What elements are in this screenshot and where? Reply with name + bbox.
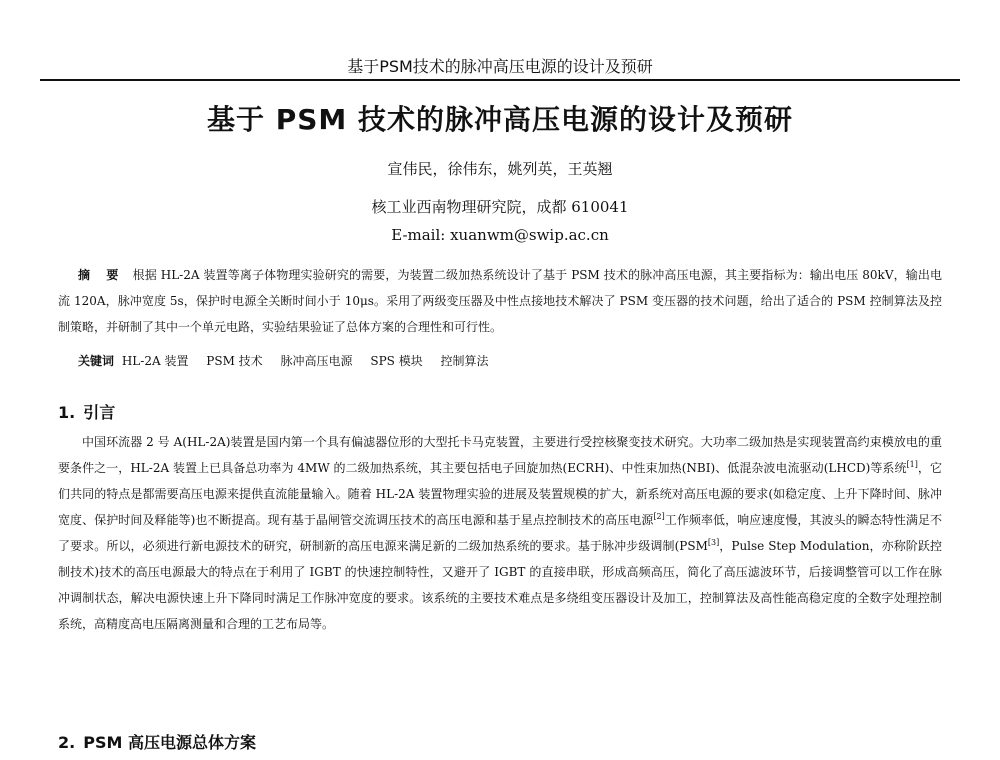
- paragraph-text: 工作频率低，响应速度慢，其波头的瞬态特性满足不了要求。所以，必须进行新电源技术的研究，研制新的高压电源来满足新的二级加热系统的要求。基于脉冲步级调制(PSM: [58, 513, 942, 553]
- keywords-label: 关键词: [78, 354, 115, 368]
- keyword-item: PSM 技术: [206, 354, 263, 368]
- section-title: 引言: [83, 403, 116, 422]
- citation-3: [3]: [707, 538, 720, 547]
- paragraph-text: ，它们共同的特点是都需要高压电源来提供直流能量输入。随着 HL-2A 装置物理实验的进展及装置规模的扩大，新系统对高压电源的要求(如稳定度、上升下降时间、脉冲宽度、保护时间及释能等)也不断提高。现有基于晶闸管交流调压技术的高压电源和基于星点控制技术的高压电源: [58, 461, 942, 527]
- keyword-item: 控制算法: [440, 354, 489, 368]
- keywords: [78, 352, 942, 369]
- running-header: 基于PSM技术的脉冲高压电源的设计及预研: [347, 57, 653, 76]
- paragraph-text: 中国环流器 2 号 A(HL-2A)装置是国内第一个具有偏滤器位形的大型托卡马克装置，主要进行受控核聚变技术研究。大功率二级加热是实现装置高约束模放电的重要条件之一，HL-2A 装置上已具备总功率为 4MW 的二级加热系统，其主要包括电子回旋加热(ECRH)、中性束加热(NBI)、低混杂波电流驱动(LHCD)等系统: [58, 435, 942, 475]
- section-heading-introduction: [58, 400, 115, 423]
- header-rule: [40, 79, 960, 81]
- paper-title: 基于 PSM 技术的脉冲高压电源的设计及预研: [206, 103, 794, 136]
- section-number: 1.: [58, 403, 76, 422]
- contact-email: E-mail: xuanwm@swip.ac.cn: [391, 226, 609, 244]
- citation-2: [2]: [653, 512, 665, 521]
- keyword-item: HL-2A 装置: [121, 354, 189, 368]
- citation-1: [1]: [906, 460, 918, 469]
- section-title: PSM 高压电源总体方案: [83, 733, 256, 752]
- section-number: 2.: [58, 733, 76, 752]
- keyword-item: SPS 模块: [370, 354, 423, 368]
- section-heading-psm-scheme: [58, 730, 256, 753]
- author-list: 宣伟民，徐伟东，姚列英，王英翘: [387, 160, 613, 178]
- abstract-text: 根据 HL-2A 装置等离子体物理实验研究的需要，为装置二级加热系统设计了基于 PSM 技术的脉冲高压电源，其主要指标为：输出电压 80kV，输出电流 120A，脉冲宽度 5s，保护时电源全关断时间小于 10μs。采用了两级变压器及中性点接地技术解决了 PSM 变压器的技术问题，给出了适合的 PSM 控制算法及控制策略，并研制了其中一个单元电路，实验结果验证了总体方案的合理性和可行性。: [58, 268, 942, 334]
- abstract: [58, 262, 942, 340]
- paragraph-text: ，Pulse Step Modulation，亦称阶跃控制技术)技术的高压电源最大的特点在于利用了 IGBT 的快速控制特性，又避开了 IGBT 的直接串联，形成高频高压，简化了高压滤波环节，后接调整管可以工作在脉冲调制状态，解决电源快速上升下降同时满足工作脉冲宽度的要求。该系统的主要技术难点是多绕组变压器设计及加工，控制算法及高性能高稳定度的全数字处理控制系统，高精度高电压隔离测量和合理的工艺布局等。: [58, 539, 942, 631]
- introduction-paragraph: [58, 429, 942, 637]
- abstract-label: 摘 要: [78, 268, 125, 282]
- affiliation: 核工业西南物理研究院，成都 610041: [371, 198, 629, 216]
- keyword-item: 脉冲高压电源: [280, 354, 353, 368]
